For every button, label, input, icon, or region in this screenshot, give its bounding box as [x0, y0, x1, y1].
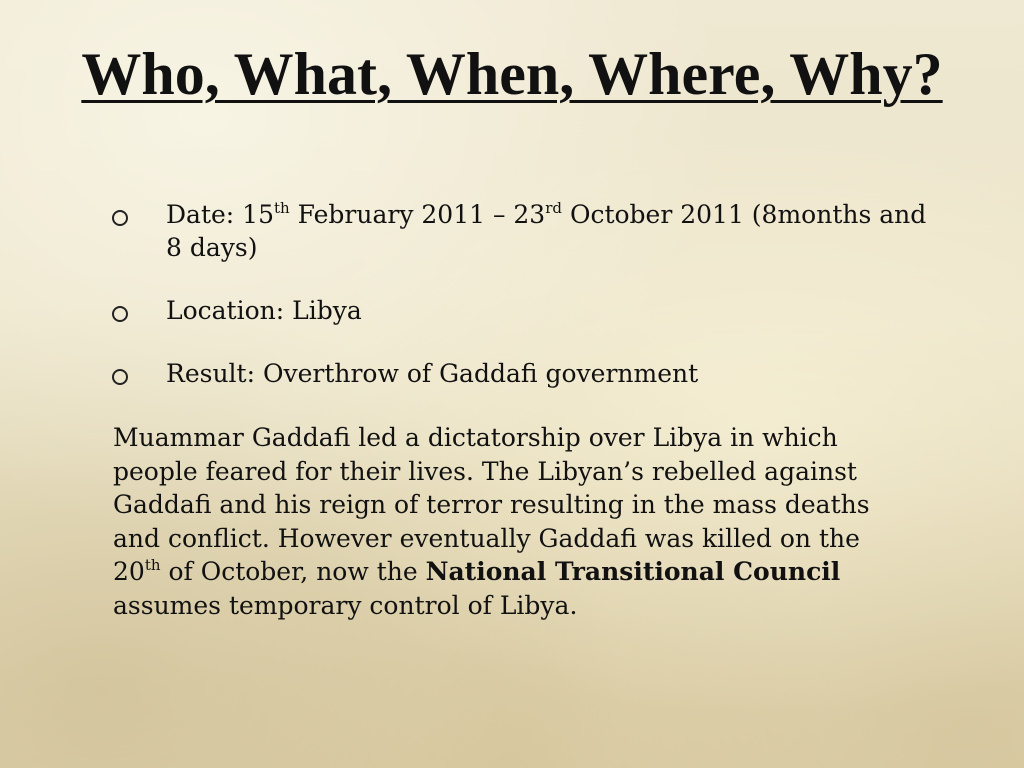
- summary-paragraph: [113, 421, 913, 622]
- hollow-circle-bullet-icon: [112, 210, 128, 226]
- location-text: Location: Libya: [166, 296, 362, 325]
- paragraph-part-1: Muammar Gaddafi led a dictatorship over Libya in which people feared for their lives. The Libyan’s rebelled against Gaddafi and his reign of terror resulting in the mass deaths and conflict. However eventually Gaddafi was killed on the 20: [113, 423, 870, 586]
- hollow-circle-bullet-icon: [112, 306, 128, 322]
- date-middle: February 2011 – 23: [289, 200, 546, 229]
- bullet-date: [110, 198, 930, 264]
- slide-title: Who, What, When, Where, Why?: [81, 41, 943, 107]
- date-suffix: October 2011 (8months and 8 days): [166, 200, 927, 262]
- hollow-circle-bullet-icon: [112, 369, 128, 385]
- paragraph-part-3: assumes temporary control of Libya.: [113, 590, 578, 620]
- bullet-result: [110, 357, 930, 390]
- date-end-ordinal: rd: [545, 198, 562, 217]
- result-text: Result: Overthrow of Gaddafi government: [166, 359, 699, 388]
- paragraph-ordinal: th: [144, 555, 161, 574]
- date-start-ordinal: th: [273, 198, 290, 217]
- ntc-bold-text: National Transitional Council: [425, 557, 841, 586]
- paragraph-part-2: of October, now the: [160, 557, 426, 586]
- date-prefix: Date: 15: [166, 200, 274, 229]
- bullet-list: [110, 198, 930, 420]
- bullet-location: [110, 294, 930, 327]
